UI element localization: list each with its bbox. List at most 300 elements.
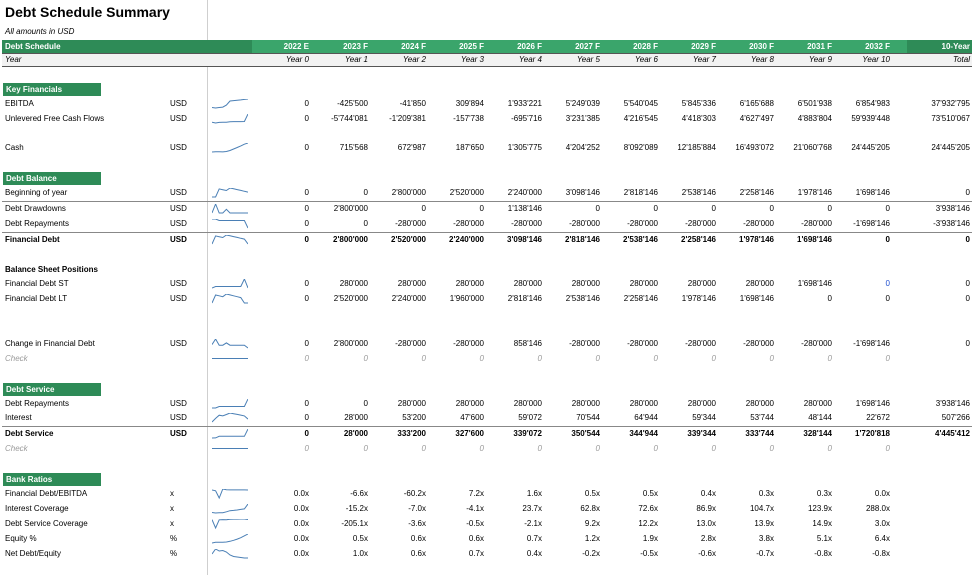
table-cell: 28'000 xyxy=(343,429,368,439)
row-label: Cash xyxy=(5,143,24,153)
sparkline xyxy=(212,534,248,545)
total-cell: 0 xyxy=(965,294,970,304)
table-cell: 280'000 xyxy=(513,398,542,408)
header-year: 2027 F xyxy=(575,42,600,51)
sparkline-path xyxy=(212,339,248,348)
table-row xyxy=(2,502,972,517)
row-unit: USD xyxy=(170,429,187,439)
table-cell: 0.5x xyxy=(352,533,368,543)
row-unit: % xyxy=(170,533,178,543)
total-cell: 3'938'146 xyxy=(935,398,970,408)
row-label: Debt Drawdowns xyxy=(5,204,66,214)
total-cell: 0 xyxy=(965,234,970,244)
total-cell: -3'938'146 xyxy=(933,218,970,228)
sparkline xyxy=(212,339,248,350)
table-row xyxy=(2,397,972,412)
table-row xyxy=(2,532,972,547)
header-row xyxy=(2,40,972,53)
table-cell: 3'098'146 xyxy=(507,234,542,244)
sparkline-path xyxy=(212,413,248,422)
table-cell: 0 xyxy=(827,353,832,363)
table-cell: 0.6x xyxy=(410,533,426,543)
table-cell: 5'540'045 xyxy=(623,98,658,108)
table-row xyxy=(2,141,972,156)
table-cell: 2'538'146 xyxy=(623,234,658,244)
table-cell: 280'000 xyxy=(571,398,600,408)
table-cell: 715'568 xyxy=(339,143,368,153)
table-cell: 280'000 xyxy=(629,279,658,289)
table-cell: 0 xyxy=(304,204,309,214)
table-cell: 0 xyxy=(421,444,426,454)
table-cell: 0 xyxy=(595,204,600,214)
table-row xyxy=(2,411,972,427)
year-cell: Year 2 xyxy=(402,55,426,64)
check-row xyxy=(2,442,972,457)
table-cell: 1.0x xyxy=(352,548,368,558)
table-cell: 280'000 xyxy=(455,398,484,408)
table-cell: 280'000 xyxy=(571,279,600,289)
table-cell: 59'072 xyxy=(518,413,542,423)
table-cell: -280'000 xyxy=(627,218,658,228)
table-cell: 280'000 xyxy=(687,398,716,408)
table-cell: 1'698'146 xyxy=(797,234,832,244)
table-cell: 350'544 xyxy=(571,429,600,439)
table-cell: 187'650 xyxy=(455,143,484,153)
total-cell: 4'445'412 xyxy=(935,429,970,439)
table-cell: 280'000 xyxy=(339,279,368,289)
total-cell: 0 xyxy=(965,339,970,349)
header-total: 10-Year xyxy=(941,42,970,51)
table-cell: 2.8x xyxy=(700,533,716,543)
row-label: EBITDA xyxy=(5,98,34,108)
year-cell: Year 1 xyxy=(344,55,368,64)
sparkline xyxy=(212,519,248,530)
table-cell: -280'000 xyxy=(511,218,542,228)
row-unit: x xyxy=(170,503,174,513)
table-cell: 0 xyxy=(653,204,658,214)
table-cell: -280'000 xyxy=(569,218,600,228)
table-cell: 53'200 xyxy=(402,413,426,423)
row-label: Net Debt/Equity xyxy=(5,548,62,558)
table-cell: 0 xyxy=(479,353,484,363)
total-cell: 24'445'205 xyxy=(931,143,970,153)
row-unit: x xyxy=(170,518,174,528)
table-row xyxy=(2,337,972,352)
table-cell: 0.6x xyxy=(468,533,484,543)
table-cell: 22'672 xyxy=(866,413,890,423)
table-cell: 2'800'000 xyxy=(391,188,426,198)
table-cell: 327'600 xyxy=(455,429,484,439)
table-cell: 3.0x xyxy=(874,518,890,528)
header-year: 2029 F xyxy=(691,42,716,51)
sparkline xyxy=(212,219,248,230)
year-cell: Year 3 xyxy=(460,55,484,64)
table-cell: 6'165'688 xyxy=(739,98,774,108)
section-label: Debt Balance xyxy=(3,172,101,185)
row-unit: USD xyxy=(170,234,187,244)
table-cell: 0.3x xyxy=(758,488,774,498)
table-cell: 12.2x xyxy=(638,518,658,528)
table-cell: 0.4x xyxy=(526,548,542,558)
table-cell: 0 xyxy=(479,444,484,454)
sparkline xyxy=(212,294,248,305)
row-label: Equity % xyxy=(5,533,37,543)
table-cell: 1'978'146 xyxy=(681,294,716,304)
table-cell: 672'987 xyxy=(397,143,426,153)
table-cell: 1.2x xyxy=(584,533,600,543)
table-cell: 0 xyxy=(363,218,368,228)
table-cell: 5'845'336 xyxy=(681,98,716,108)
table-row xyxy=(2,186,972,202)
table-cell: 0 xyxy=(363,353,368,363)
table-cell: 1'720'818 xyxy=(855,429,890,439)
page-title: Debt Schedule Summary xyxy=(5,4,170,20)
check-row xyxy=(2,352,972,367)
table-cell: 6'501'938 xyxy=(797,98,832,108)
header-year: 2032 F xyxy=(865,42,890,51)
table-cell: 0.0x xyxy=(293,533,309,543)
row-label: Check xyxy=(5,444,28,454)
table-cell: -280'000 xyxy=(743,339,774,349)
table-cell: -280'000 xyxy=(453,218,484,228)
table-cell: 0 xyxy=(421,353,426,363)
table-cell: 0 xyxy=(653,353,658,363)
table-cell: 1.9x xyxy=(642,533,658,543)
row-label: Financial Debt/EBITDA xyxy=(5,488,88,498)
sparkline-path xyxy=(212,549,248,558)
sparkline-path xyxy=(212,534,248,543)
table-cell: -3.6x xyxy=(408,518,426,528)
row-unit: USD xyxy=(170,218,187,228)
table-cell: 0 xyxy=(769,444,774,454)
table-cell: -280'000 xyxy=(743,218,774,228)
year-label: Year xyxy=(5,55,22,64)
sparkline-path xyxy=(212,114,248,123)
table-cell: -0.8x xyxy=(814,548,832,558)
table-cell: 2'258'146 xyxy=(739,188,774,198)
table-cell: 12'185'884 xyxy=(677,143,716,153)
table-cell: 0.5x xyxy=(642,488,658,498)
table-cell: 21'060'768 xyxy=(793,143,832,153)
table-cell: 0 xyxy=(363,444,368,454)
sparkline xyxy=(212,504,248,515)
table-cell: -5'744'081 xyxy=(331,113,368,123)
table-row xyxy=(2,517,972,532)
table-cell: 0 xyxy=(885,444,890,454)
row-label: Interest Coverage xyxy=(5,503,69,513)
table-cell: 0.4x xyxy=(700,488,716,498)
table-cell: 0 xyxy=(304,294,309,304)
table-cell: 339'072 xyxy=(513,429,542,439)
table-cell: 1'698'146 xyxy=(855,398,890,408)
sparkline xyxy=(212,549,248,560)
header-year: 2026 F xyxy=(517,42,542,51)
table-cell: -4.1x xyxy=(466,503,484,513)
table-cell: 2'800'000 xyxy=(333,234,368,244)
table-cell: 2'520'000 xyxy=(391,234,426,244)
table-cell: 28'000 xyxy=(344,413,368,423)
table-cell: -157'738 xyxy=(453,113,484,123)
table-cell: 280'000 xyxy=(455,279,484,289)
sparkline xyxy=(212,143,248,154)
table-cell: 7.2x xyxy=(468,488,484,498)
table-cell: 0 xyxy=(304,218,309,228)
table-cell: 53'744 xyxy=(750,413,774,423)
sparkline-path xyxy=(212,429,248,438)
table-cell: 0 xyxy=(769,353,774,363)
table-cell: -15.2x xyxy=(345,503,368,513)
year-cell: Year 7 xyxy=(692,55,716,64)
header-year: 2023 F xyxy=(343,42,368,51)
row-unit: USD xyxy=(170,143,187,153)
table-cell: 2'240'000 xyxy=(507,188,542,198)
table-cell: -280'000 xyxy=(395,339,426,349)
table-cell: 1'698'146 xyxy=(855,188,890,198)
row-label: Financial Debt ST xyxy=(5,279,69,289)
table-cell: 16'493'072 xyxy=(735,143,774,153)
section-bank-ratios xyxy=(2,472,972,487)
table-cell: 2'800'000 xyxy=(333,339,368,349)
table-cell: 72.6x xyxy=(638,503,658,513)
sparkline-path xyxy=(212,143,248,152)
row-label: Debt Service Coverage xyxy=(5,518,88,528)
header-label: Debt Schedule xyxy=(5,42,61,51)
row-unit: USD xyxy=(170,188,187,198)
sparkline xyxy=(212,114,248,125)
row-unit: x xyxy=(170,488,174,498)
table-cell: 0 xyxy=(595,444,600,454)
table-cell: -1'209'381 xyxy=(389,113,426,123)
table-cell: 3'098'146 xyxy=(565,188,600,198)
table-cell: -280'000 xyxy=(569,339,600,349)
table-cell: 59'344 xyxy=(692,413,716,423)
table-cell: -205.1x xyxy=(341,518,368,528)
table-cell: 0 xyxy=(304,444,309,454)
table-cell: 2'538'146 xyxy=(565,294,600,304)
sparkline xyxy=(212,235,248,246)
table-cell: 0.6x xyxy=(410,548,426,558)
table-row xyxy=(2,217,972,233)
table-cell: 0.3x xyxy=(816,488,832,498)
table-cell: -6.6x xyxy=(350,488,368,498)
table-cell: 0 xyxy=(304,339,309,349)
sparkline-path xyxy=(212,188,248,197)
table-cell: 0 xyxy=(595,353,600,363)
header-year: 2030 F xyxy=(749,42,774,51)
header-year: 2022 E xyxy=(283,42,309,51)
row-unit: USD xyxy=(170,98,187,108)
table-cell: 280'000 xyxy=(745,398,774,408)
table-cell: -60.2x xyxy=(403,488,426,498)
table-cell: 0 xyxy=(653,444,658,454)
sparkline-path xyxy=(212,219,248,228)
table-cell: 64'944 xyxy=(634,413,658,423)
table-cell: 280'000 xyxy=(629,398,658,408)
table-cell: -41'850 xyxy=(399,98,426,108)
table-cell: 280'000 xyxy=(803,398,832,408)
section-label: Balance Sheet Positions xyxy=(5,264,98,274)
table-cell: 0 xyxy=(304,143,309,153)
table-cell: 280'000 xyxy=(745,279,774,289)
table-cell: 280'000 xyxy=(513,279,542,289)
sparkline xyxy=(212,444,248,455)
table-cell: 62.8x xyxy=(580,503,600,513)
table-cell: -0.7x xyxy=(756,548,774,558)
table-cell: 2'258'146 xyxy=(681,234,716,244)
table-row xyxy=(2,277,972,292)
year-total: Total xyxy=(952,55,970,64)
table-cell: 2'800'000 xyxy=(333,204,368,214)
sparkline xyxy=(212,188,248,199)
section-key-financials xyxy=(2,82,972,97)
table-cell: -280'000 xyxy=(627,339,658,349)
table-cell: 1'978'146 xyxy=(739,234,774,244)
table-cell: 9.2x xyxy=(584,518,600,528)
table-cell: 0 xyxy=(304,398,309,408)
header-year: 2024 F xyxy=(401,42,426,51)
table-cell: 0 xyxy=(304,113,309,123)
table-cell: 0 xyxy=(421,204,426,214)
header-year: 2031 F xyxy=(807,42,832,51)
table-cell: -280'000 xyxy=(801,218,832,228)
table-cell: 0 xyxy=(711,444,716,454)
row-unit: USD xyxy=(170,279,187,289)
table-cell: 4'216'545 xyxy=(623,113,658,123)
table-cell: 2'240'000 xyxy=(391,294,426,304)
table-cell: 86.9x xyxy=(696,503,716,513)
row-label: Change in Financial Debt xyxy=(5,339,95,349)
table-cell: 339'344 xyxy=(687,429,716,439)
year-cell: Year 5 xyxy=(576,55,600,64)
table-cell: 1.6x xyxy=(526,488,542,498)
year-cell: Year 8 xyxy=(750,55,774,64)
table-cell: 288.0x xyxy=(865,503,890,513)
table-cell: 4'883'804 xyxy=(797,113,832,123)
table-cell: 0 xyxy=(885,204,890,214)
table-cell: 0 xyxy=(304,279,309,289)
row-label: Unlevered Free Cash Flows xyxy=(5,113,105,123)
section-label: Debt Service xyxy=(3,383,101,396)
table-cell: 333'200 xyxy=(397,429,426,439)
table-cell: 280'000 xyxy=(397,279,426,289)
table-cell: 2'538'146 xyxy=(681,188,716,198)
table-cell: -0.5x xyxy=(466,518,484,528)
row-unit: USD xyxy=(170,294,187,304)
table-row xyxy=(2,547,972,562)
table-cell: 0 xyxy=(537,444,542,454)
table-cell: 2'258'146 xyxy=(623,294,658,304)
year-row xyxy=(2,53,972,67)
table-cell: 8'092'089 xyxy=(623,143,658,153)
table-cell: 0 xyxy=(479,204,484,214)
table-cell: 0 xyxy=(711,353,716,363)
table-cell: 0 xyxy=(363,398,368,408)
row-unit: USD xyxy=(170,413,187,423)
sparkline xyxy=(212,204,248,215)
table-cell: 0 xyxy=(304,413,309,423)
table-cell: -280'000 xyxy=(685,218,716,228)
table-cell: 0 xyxy=(537,353,542,363)
year-cell: Year 9 xyxy=(808,55,832,64)
table-cell: 1'933'221 xyxy=(507,98,542,108)
row-unit: USD xyxy=(170,113,187,123)
table-cell: -1'698'146 xyxy=(853,218,890,228)
row-label: Debt Repayments xyxy=(5,398,70,408)
table-cell: 0 xyxy=(769,204,774,214)
table-cell: 309'894 xyxy=(455,98,484,108)
table-cell: 3'231'385 xyxy=(565,113,600,123)
table-cell: 2'818'146 xyxy=(623,188,658,198)
total-cell: 73'510'067 xyxy=(931,113,970,123)
header-year: 2025 F xyxy=(459,42,484,51)
table-cell: -0.8x xyxy=(872,548,890,558)
table-cell: 14.9x xyxy=(812,518,832,528)
table-cell: 1'698'146 xyxy=(797,279,832,289)
sparkline xyxy=(212,399,248,410)
row-label: Debt Service xyxy=(5,429,54,439)
table-cell: -695'716 xyxy=(511,113,542,123)
table-cell: 0 xyxy=(885,353,890,363)
sparkline-path xyxy=(212,504,248,513)
table-cell: 4'204'252 xyxy=(565,143,600,153)
table-cell: 1'978'146 xyxy=(797,188,832,198)
table-cell: 2'240'000 xyxy=(449,234,484,244)
table-cell: 47'600 xyxy=(460,413,484,423)
year-cell: Year 10 xyxy=(862,55,890,64)
table-cell: 0.7x xyxy=(526,533,542,543)
sparkline-path xyxy=(212,519,248,528)
table-cell: 1'960'000 xyxy=(449,294,484,304)
row-label: Check xyxy=(5,353,28,363)
section-label: Bank Ratios xyxy=(3,473,101,486)
row-label: Debt Repayments xyxy=(5,218,70,228)
year-cell: Year 4 xyxy=(518,55,542,64)
table-cell: 5.1x xyxy=(816,533,832,543)
sparkline-path xyxy=(212,489,248,498)
table-cell: -425'500 xyxy=(337,98,368,108)
table-cell: 0.0x xyxy=(874,488,890,498)
table-cell: 0 xyxy=(885,234,890,244)
table-row xyxy=(2,112,972,127)
table-cell: -0.6x xyxy=(698,548,716,558)
table-cell: 13.0x xyxy=(696,518,716,528)
table-cell: -0.2x xyxy=(582,548,600,558)
sparkline-path xyxy=(212,399,248,408)
table-cell: -280'000 xyxy=(685,339,716,349)
table-cell: 0.0x xyxy=(293,488,309,498)
section-label: Key Financials xyxy=(3,83,101,96)
sparkline xyxy=(212,354,248,365)
row-label: Beginning of year xyxy=(5,188,68,198)
year-cell: Year 0 xyxy=(285,55,309,64)
table-cell: 1'138'146 xyxy=(507,204,542,214)
table-cell: 4'627'497 xyxy=(739,113,774,123)
debt-schedule-table xyxy=(2,40,972,561)
table-row xyxy=(2,97,972,112)
table-cell: 0 xyxy=(363,188,368,198)
section-debt-service xyxy=(2,382,972,397)
table-cell: 104.7x xyxy=(749,503,774,513)
table-cell: 0 xyxy=(304,353,309,363)
table-cell: 280'000 xyxy=(397,398,426,408)
table-cell: 0 xyxy=(304,234,309,244)
sparkline xyxy=(212,99,248,110)
row-unit: USD xyxy=(170,204,187,214)
table-cell: 0 xyxy=(827,204,832,214)
table-cell: -280'000 xyxy=(801,339,832,349)
table-cell: 3.8x xyxy=(758,533,774,543)
table-cell: 0 xyxy=(827,294,832,304)
